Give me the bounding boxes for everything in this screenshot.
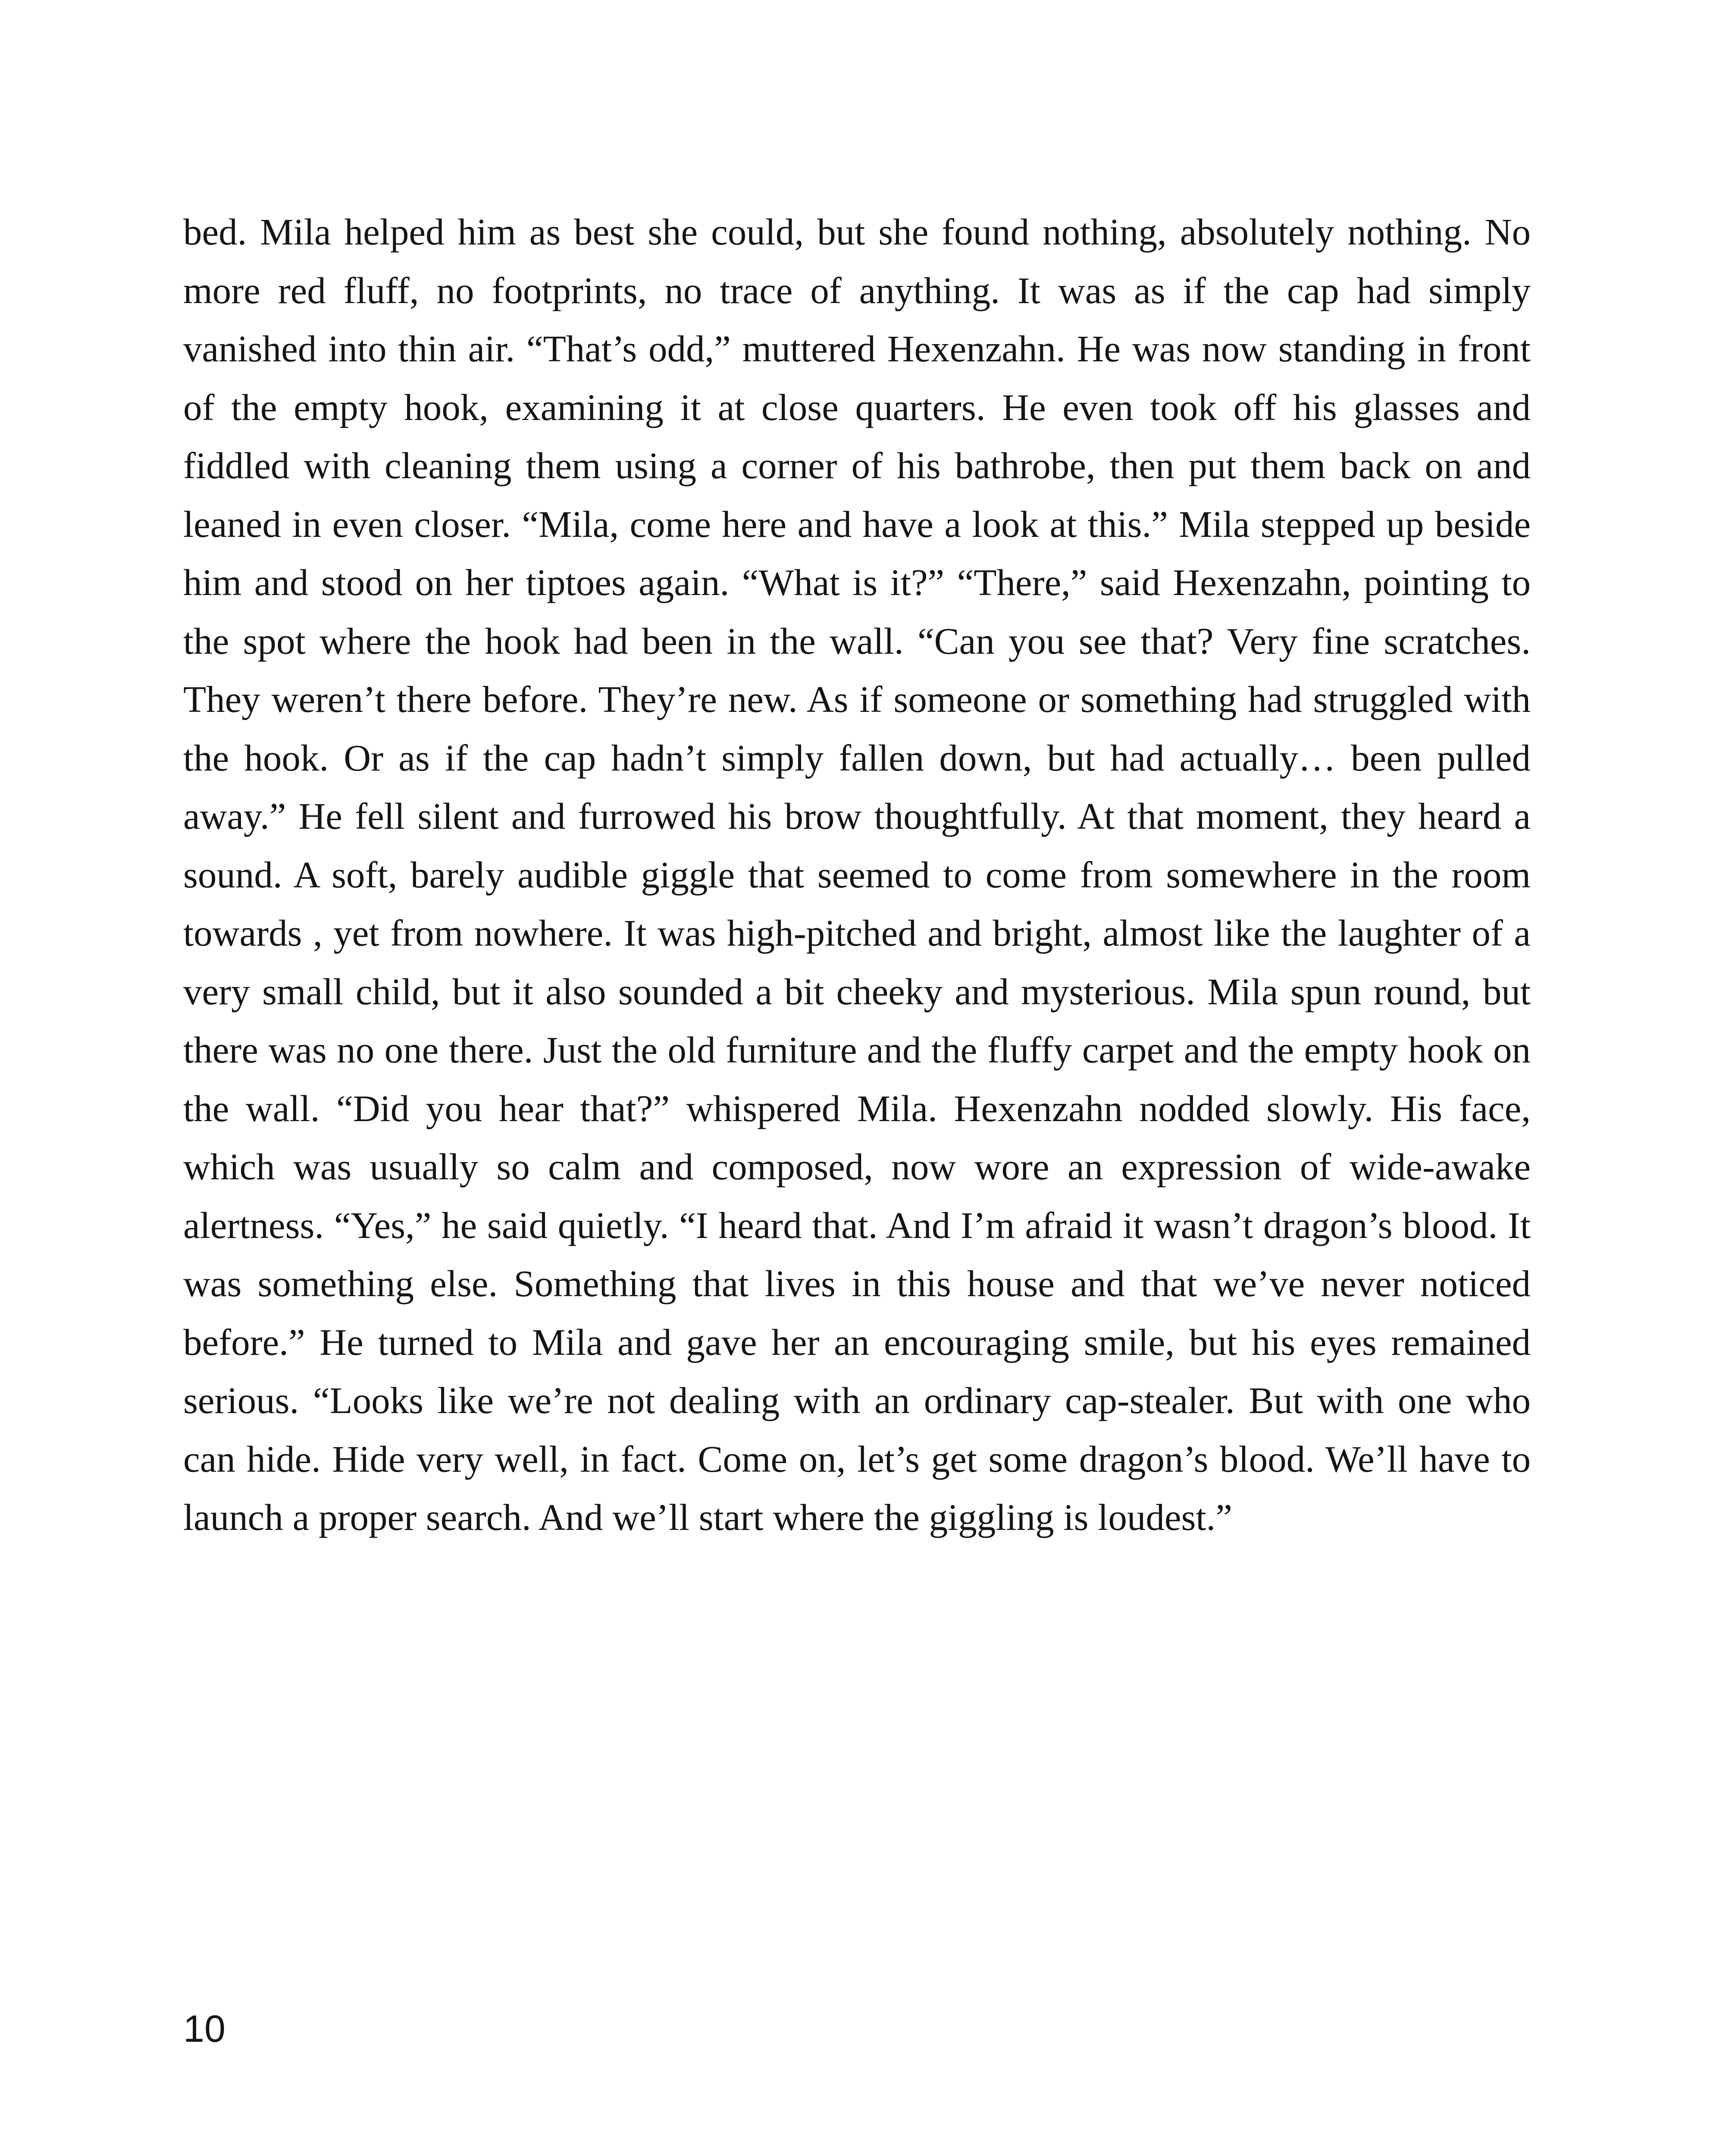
body-paragraph: bed. Mila helped him as best she could, but she found nothing, absolutely nothing. No more red fluff, no footprints, no trace of anything. It was as if the cap had simply vanished into thin air. “That’s odd,” muttered Hexenzahn. He was now standing in front of the empty hook, examining it at close quarters. He even took off his glasses and fiddled with cleaning them using a corner of his bathrobe, then put them back on and leaned in even closer. “Mila, come here and have a look at this.” Mila stepped up beside him and stood on her tiptoes again. “What is it?” “There,” said Hexenzahn, pointing to the spot where the hook had been in the wall. “Can you see that? Very fine scratches. They weren’t there before. They’re new. As if someone or something had struggled with the hook. Or as if the cap hadn’t simply fallen down, but had actually… been pulled away.” He fell silent and furrowed his brow thoughtfully. At that moment, they heard a sound. A soft, barely audible giggle that seemed to come from somewhere in the room towards , yet from nowhere. It was high-pitched and bright, almost like the laughter of a very small child, but it also sounded a bit cheeky and mysterious. Mila spun round, but there was no one there. Just the old furniture and the fluffy carpet and the empty hook on the wall. “Did you hear that?” whispered Mila. Hexenzahn nodded slowly. His face, which was usually so calm and composed, now wore an expression of wide-awake alertness. “Yes,” he said quietly. “I heard that. And I’m afraid it wasn’t dragon’s blood. It was something else. Something that lives in this house and that we’ve never noticed before.” He turned to Mila and gave her an encouraging smile, but his eyes remained serious. “Looks like we’re not dealing with an ordinary cap-stealer. But with one who can hide. Hide very well, in fact. Come on, let’s get some dragon’s blood. We’ll have to launch a proper search. And we’ll start where the giggling is loudest.”	[183, 211, 1531, 1538]
page-number: 10	[183, 2007, 226, 2050]
